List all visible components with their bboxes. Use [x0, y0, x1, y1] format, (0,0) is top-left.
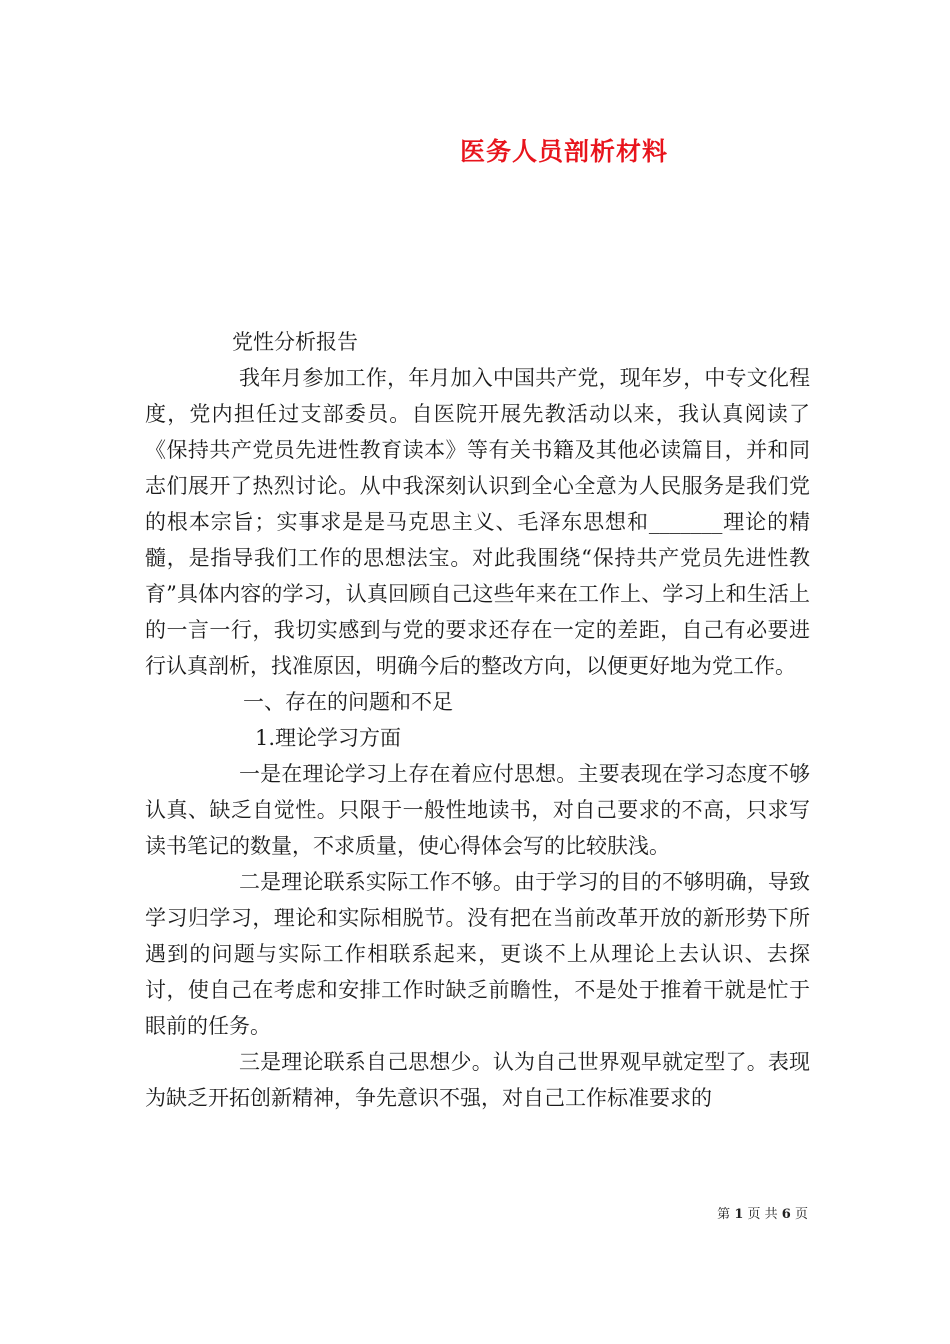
report-heading: 党性分析报告 [232, 330, 358, 354]
footer-prefix: 第 [717, 1207, 731, 1222]
document-body [145, 324, 810, 1116]
point-paragraph-3: 三是理论联系自己思想少。认为自己世界观早就定型了。表现为缺乏开拓创新精神，争先意识不强，对自己工作标准要求的 [145, 1050, 810, 1110]
footer-total-pages: 6 [781, 1207, 791, 1222]
footer-middle: 页 共 [747, 1207, 778, 1222]
section-heading-problems: 一、存在的问题和不足 [243, 690, 453, 714]
footer-current-page: 1 [734, 1207, 744, 1222]
point-paragraph-2: 二是理论联系实际工作不够。由于学习的目的不够明确，导致学习归学习，理论和实际相脱节。没有把在当前改革开放的新形势下所遇到的问题与实际工作相联系起来，更谈不上从理论上去认识、去探讨，使自己在考虑和安排工作时缺乏前瞻性，不是处于推着干就是忙于眼前的任务。 [145, 870, 810, 1038]
subsection-heading-theory: 1.理论学习方面 [255, 726, 402, 750]
footer-suffix: 页 [794, 1207, 808, 1222]
intro-paragraph: 我年月参加工作，年月加入中国共产党，现年岁，中专文化程度，党内担任过支部委员。自医院开展先教活动以来，我认真阅读了《保持共产党员先进性教育读本》等有关书籍及其他必读篇目，并和同志们展开了热烈讨论。从中我深刻认识到全心全意为人民服务是我们党的根本宗旨；实事求是是马克思主义、毛泽东思想和_______理论的精髓，是指导我们工作的思想法宝。对此我围绕“保持共产党员先进性教育”具体内容的学习，认真回顾自己这些年来在工作上、学习上和生活上的一言一行，我切实感到与党的要求还存在一定的差距，自己有必要进行认真剖析，找准原因，明确今后的整改方向，以便更好地为党工作。 [145, 366, 810, 678]
document-title: 医务人员剖析材料 [459, 137, 668, 166]
point-paragraph-1: 一是在理论学习上存在着应付思想。主要表现在学习态度不够认真、缺乏自觉性。只限于一般性地读书，对自己要求的不高，只求写读书笔记的数量，不求质量，使心得体会写的比较肤浅。 [145, 762, 810, 858]
page-number-footer [0, 1203, 808, 1222]
